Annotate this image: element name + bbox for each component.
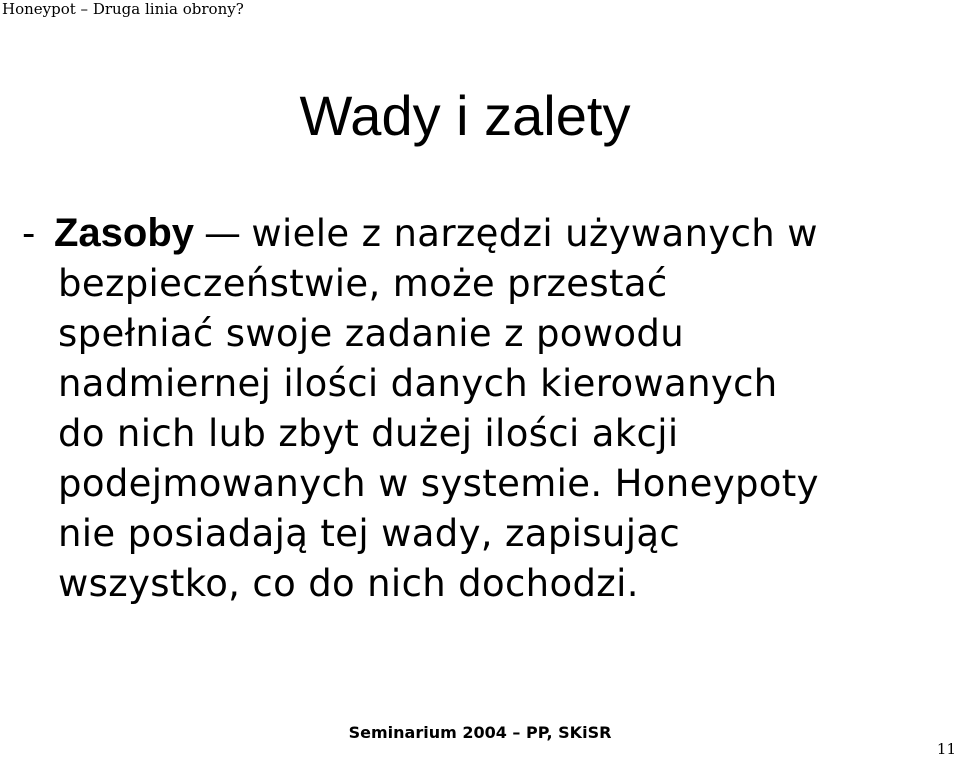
slide-footer: Seminarium 2004 – PP, SKiSR — [348, 723, 612, 742]
bullet-line-1: wiele z narzędzi używanych w — [251, 212, 818, 255]
bullet-term: Zasoby — [54, 211, 195, 255]
bullet-separator: — — [204, 212, 242, 255]
slide-body — [22, 208, 952, 609]
bullet-line-4: nadmiernej ilości danych kierowanych — [58, 362, 778, 405]
bullet-line-2: bezpieczeństwie, może przestać — [58, 262, 668, 305]
bullet-line-6: podejmowanych w systemie. Honeypoty — [58, 462, 819, 505]
page-number: 11 — [936, 740, 956, 758]
bullet-marker: - — [22, 212, 36, 255]
bullet-line-5: do nich lub zbyt dużej ilości akcji — [58, 412, 679, 455]
bullet-line-7: nie posiadają tej wady, zapisując — [58, 512, 681, 555]
slide-title: Wady i zalety — [299, 84, 631, 147]
bullet-line-8: wszystko, co do nich dochodzi. — [58, 562, 639, 605]
bullet-line-3: spełniać swoje zadanie z powodu — [58, 312, 685, 355]
bullet-first-line — [22, 208, 952, 259]
slide-header: Honeypot – Druga linia obrony? — [2, 0, 244, 18]
